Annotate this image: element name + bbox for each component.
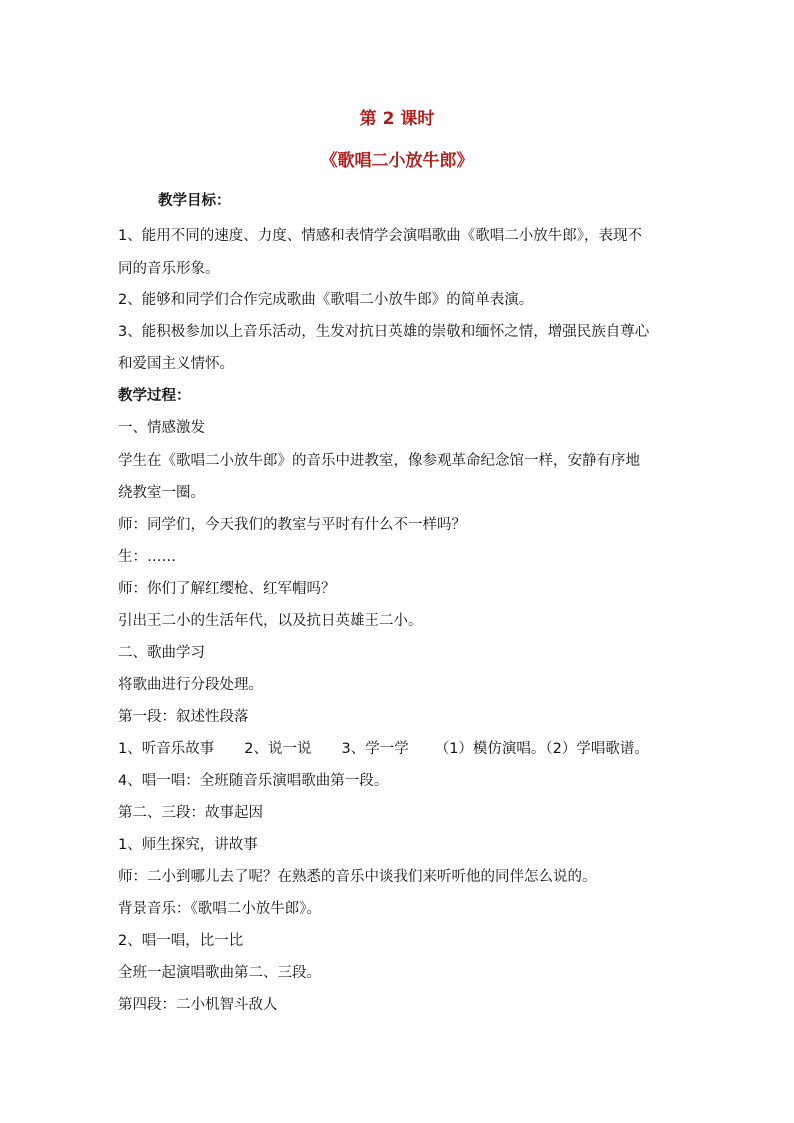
lead-in-text: 引出王二小的生活年代，以及抗日英雄王二小。 bbox=[118, 613, 423, 629]
part-1-title: 第一段：叙述性段落 bbox=[118, 709, 249, 725]
part-1-step-4: 4、唱一唱：全班随音乐演唱歌曲第一段。 bbox=[118, 773, 389, 789]
part-1-step-3: 3、学一学 bbox=[341, 741, 409, 757]
section-2-title: 二、歌曲学习 bbox=[118, 645, 205, 661]
teacher-question-2: 师：你们了解红缨枪、红军帽吗？ bbox=[118, 581, 336, 597]
student-reply: 生：…… bbox=[118, 549, 176, 565]
part-1-step-3-detail: （1）模仿演唱。（2）学唱歌谱。 bbox=[434, 741, 649, 757]
lesson-number-title: 第 2 课时 bbox=[359, 109, 435, 129]
part-2-class-sing: 全班一起演唱歌曲第二、三段。 bbox=[118, 965, 321, 981]
objectives-heading: 教学目标： bbox=[158, 193, 231, 209]
teacher-question-1: 师：同学们，今天我们的教室与平时有什么不一样吗？ bbox=[118, 517, 466, 533]
process-heading: 教学过程： bbox=[118, 388, 191, 404]
part-4-title: 第四段：二小机智斗敌人 bbox=[118, 997, 278, 1013]
part-1-step-1: 1、听音乐故事 bbox=[118, 741, 215, 757]
objective-2: 2、能够和同学们合作完成歌曲《歌唱二小放牛郎》的简单表演。 bbox=[118, 292, 534, 308]
section-1-title: 一、情感激发 bbox=[118, 420, 205, 436]
part-1-step-2: 2、说一说 bbox=[244, 741, 312, 757]
song-title: 《歌唱二小放牛郎》 bbox=[320, 151, 474, 171]
objective-1-line-2: 同的音乐形象。 bbox=[118, 261, 220, 277]
part-2-background-music: 背景音乐：《歌唱二小放牛郎》。 bbox=[118, 901, 321, 917]
part-2-title: 第二、三段：故事起因 bbox=[118, 805, 263, 821]
part-1-steps-row bbox=[118, 739, 649, 759]
section-2-intro: 将歌曲进行分段处理。 bbox=[118, 677, 263, 693]
part-2-teacher-line: 师：二小到哪儿去了呢？在熟悉的音乐中谈我们来听听他的同伴怎么说的。 bbox=[118, 869, 597, 885]
part-2-step-1: 1、师生探究，讲故事 bbox=[118, 837, 258, 853]
part-2-step-2: 2、唱一唱，比一比 bbox=[118, 933, 244, 949]
objective-1-line-1: 1、能用不同的速度、力度、情感和表情学会演唱歌曲《歌唱二小放牛郎》，表现不 bbox=[118, 228, 642, 244]
section-1-paragraph-line-1: 学生在《歌唱二小放牛郎》的音乐中进教室，像参观革命纪念馆一样，安静有序地 bbox=[118, 453, 640, 469]
objective-3-line-1: 3、能积极参加以上音乐活动，生发对抗日英雄的崇敬和缅怀之情，增强民族自尊心 bbox=[118, 324, 650, 340]
objective-3-line-2: 和爱国主义情怀。 bbox=[118, 356, 234, 372]
section-1-paragraph-line-2: 绕教室一圈。 bbox=[118, 485, 205, 501]
